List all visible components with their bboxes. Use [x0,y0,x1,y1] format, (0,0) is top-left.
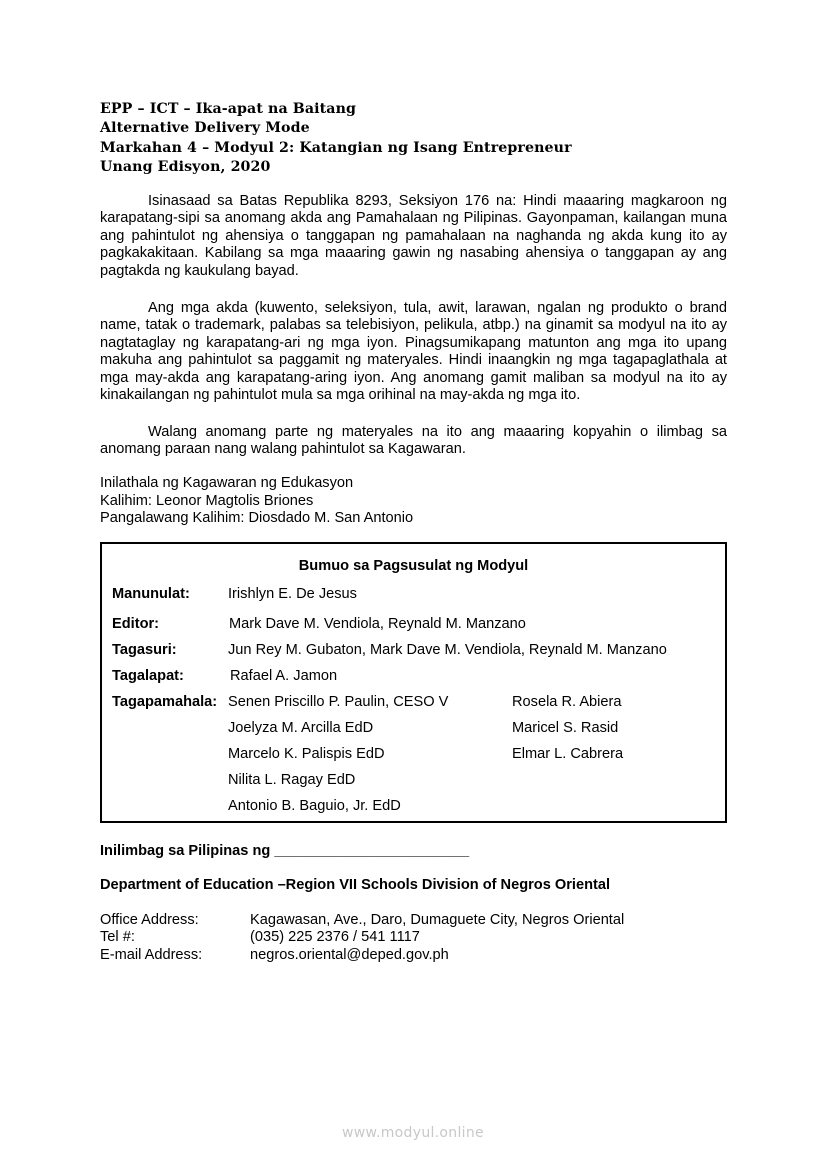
watermark: www.modyul.online [342,1125,484,1141]
printed-in-line: Inilimbag sa Pilipinas ng ________________________ [100,843,470,859]
manager-name: Maricel S. Rasid [512,720,619,736]
credit-value: Jun Rey M. Gubaton, Mark Dave M. Vendiola, Reynald M. Manzano [228,642,667,658]
credits-box [100,542,727,823]
manager-name: Senen Priscillo P. Paulin, CESO V [228,694,449,710]
credit-label: Tagalapat: [112,668,184,684]
manager-name: Nilita L. Ragay EdD [228,772,356,788]
copyright-materials-paragraph: Ang mga akda (kuwento, seleksiyon, tula, awit, larawan, ngalan ng produkto o brand name, tatak o trademark, palabas sa telebisiyon, pelikula, atbp.) na ginamit sa modyul na ito ay nagtataglay ng karapatang-ari ng mga iyon. Pinagsumikapang matunton ang mga ito upang makuha ang pahintulot sa paggamit ng materyales. Hindi inaangkin ng mga tagapaglathala at mga may-akda ang karapatang-aring iyon. Ang anomang gamit maliban sa modyul na ito ay kinakailangan ng pahintulot mula sa mga orihinal na may-akda ng mga ito. [100,300,727,404]
contact-value: (035) 225 2376 / 541 1117 [250,929,420,946]
header-line-grade: EPP – ICT – Ika-apat na Baitang [100,101,357,117]
credit-management [112,694,217,710]
contact-office [100,912,625,929]
undersecretary: Pangalawang Kalihim: Diosdado M. San Antonio [100,510,414,527]
credit-label: Editor: [112,616,160,632]
contact-email [100,946,449,964]
published-by: Inilathala ng Kagawaran ng Edukasyon [100,475,354,491]
manager-name: Joelyza M. Arcilla EdD [228,720,374,736]
reproduction-paragraph: Walang anomang parte ng materyales na ito ang maaaring kopyahin o ilimbag sa anomang paraan nang walang pahintulot sa Kagawaran. [100,424,727,458]
contact-value: negros.oriental@deped.gov.ph [250,946,449,963]
contact-label: Office Address: [100,912,199,928]
credits-title: Bumuo sa Pagsusulat ng Modyul [298,558,529,574]
header-line-module: Markahan 4 – Modyul 2: Katangian ng Isang Entrepreneur [100,139,572,156]
credit-value: Mark Dave M. Vendiola, Reynald M. Manzano [229,616,526,632]
contact-tel [100,929,420,946]
contact-block [100,912,625,964]
credit-layout [112,668,338,684]
secretary: Kalihim: Leonor Magtolis Briones [100,492,314,509]
manager-name: Elmar L. Cabrera [512,746,624,762]
credit-label: Tagasuri: [112,642,177,658]
manager-name: Marcelo K. Palispis EdD [228,746,385,762]
credit-label: Tagapamahala: [112,694,218,710]
copyright-paragraph: Isinasaad sa Batas Republika 8293, Seksiyon 176 na: Hindi maaaring magkaroon ng karapatang-sipi sa anomang akda ang Pamahalaan ng Pilipinas. Gayonpaman, kailangan muna ang pahintulot ng ahensiya o tanggapan ng pamahalaan na naghanda ng akda kung ito ay pagkakakitaan. Kabilang sa mga maaaring gawin ng nasabing ahensiya o tanggapan ay ang pagtakda ng kaukulang bayad. [100,193,727,279]
header-line-edition: Unang Edisyon, 2020 [100,158,271,175]
contact-label: Tel #: [100,929,135,946]
publisher-block [100,475,413,528]
credit-reviewer [112,642,667,658]
credit-value: Irishlyn E. De Jesus [228,586,357,602]
contact-value: Kagawasan, Ave., Daro, Dumaguete City, Negros Oriental [250,912,625,928]
header-line-mode: Alternative Delivery Mode [100,120,310,137]
credit-writer [112,586,357,602]
department-name: Department of Education –Region VII Schools Division of Negros Oriental [100,877,611,893]
contact-label: E-mail Address: [100,946,203,963]
module-header [100,100,572,177]
manager-name: Antonio B. Baguio, Jr. EdD [228,798,401,814]
credit-label: Manunulat: [112,586,190,602]
manager-name: Rosela R. Abiera [512,694,622,710]
credit-editor [112,616,526,632]
credit-value: Rafael A. Jamon [230,668,338,684]
